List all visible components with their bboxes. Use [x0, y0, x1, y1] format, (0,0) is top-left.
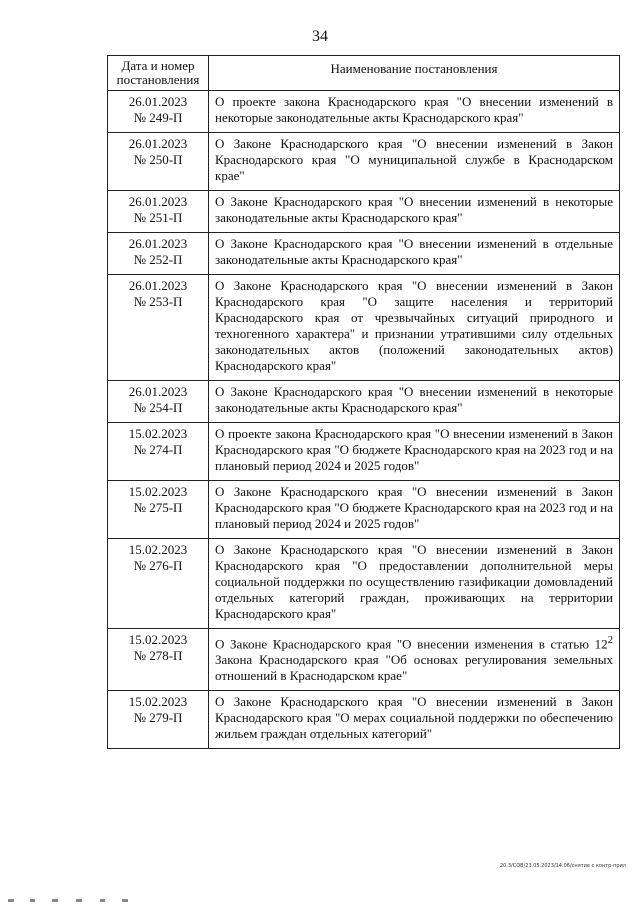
row-number: № 276-П	[133, 558, 183, 573]
scan-edge-marks	[0, 893, 640, 905]
row-title: О Законе Краснодарского края "О внесении изменений в Закон Краснодарского края "О бюджете Краснодарского края на 2023 год и на плановый период 2024 и 2025 годов"	[209, 481, 620, 539]
row-number: № 254-П	[133, 400, 183, 415]
row-date: 15.02.2023	[128, 542, 188, 557]
row-date-cell	[108, 191, 209, 233]
header-date-number: Дата и номер постановления	[108, 56, 209, 91]
row-number: № 249-П	[133, 110, 183, 125]
table-row	[108, 481, 620, 539]
row-number: № 253-П	[133, 294, 183, 309]
row-date-cell	[108, 629, 209, 691]
row-date: 15.02.2023	[128, 426, 188, 441]
row-date-cell	[108, 233, 209, 275]
table-row	[108, 423, 620, 481]
row-number: № 250-П	[133, 152, 183, 167]
row-title: О Законе Краснодарского края "О внесении изменений в некоторые законодательные акты Краснодарского края"	[209, 381, 620, 423]
row-date-cell	[108, 423, 209, 481]
row-date: 15.02.2023	[128, 484, 188, 499]
table-row	[108, 233, 620, 275]
table-row	[108, 539, 620, 629]
row-date-cell	[108, 539, 209, 629]
resolutions-table	[107, 55, 620, 749]
row-title: О Законе Краснодарского края "О внесении изменений в Закон Краснодарского края "О мерах социальной поддержки по обеспечению жильем граждан отдельных категорий"	[209, 691, 620, 749]
table-row	[108, 275, 620, 381]
row-number: № 275-П	[133, 500, 183, 515]
table-header-row	[108, 56, 620, 91]
row-date-cell	[108, 133, 209, 191]
row-date-cell	[108, 381, 209, 423]
row-number: № 251-П	[133, 210, 183, 225]
row-title-part: О Законе Краснодарского края "О внесении изменения в статью 12	[215, 636, 608, 652]
row-date: 15.02.2023	[128, 694, 188, 710]
row-number: № 252-П	[133, 252, 183, 267]
row-title: О Законе Краснодарского края "О внесении изменений в отдельные законодательные акты Краснодарского края"	[209, 233, 620, 275]
row-date: 26.01.2023	[128, 384, 188, 399]
row-title: О Законе Краснодарского края "О внесении изменений в Закон Краснодарского края "О муниципальной службе в Краснодарском крае"	[209, 133, 620, 191]
row-title: О проекте закона Краснодарского края "О внесении изменений в некоторые законодательные акты Краснодарского края"	[209, 91, 620, 133]
footer-code: 20.3/СОВ/23.05.2023/14:06/снятие с контр-прил	[499, 863, 626, 869]
table-row	[108, 691, 620, 749]
table-row	[108, 381, 620, 423]
row-title: О Законе Краснодарского края "О внесении изменений в некоторые законодательные акты Краснодарского края"	[209, 191, 620, 233]
row-date: 26.01.2023	[128, 194, 188, 209]
header-title: Наименование постановления	[209, 56, 620, 91]
row-date: 26.01.2023	[128, 236, 188, 251]
table-row	[108, 91, 620, 133]
row-title: О проекте закона Краснодарского края "О внесении изменений в Закон Краснодарского края "О бюджете Краснодарского края на 2023 год и на плановый период 2024 и 2025 годов"	[209, 423, 620, 481]
row-title: О Законе Краснодарского края "О внесении изменений в Закон Краснодарского края "О защите населения и территорий Краснодарского края от чрезвычайных ситуаций природного и техногенного характера" и признании утратившими силу отдельных законодательных актов (положений законодательных актов) Краснодарского края"	[209, 275, 620, 381]
row-date-cell	[108, 481, 209, 539]
row-number: № 274-П	[133, 442, 183, 457]
row-date: 26.01.2023	[128, 94, 188, 109]
row-number: № 278-П	[133, 648, 183, 663]
row-title	[209, 629, 620, 691]
row-date-cell	[108, 691, 209, 749]
row-title-part: Закона Краснодарского края "Об основах регулирования земельных отношений в Краснодарском крае"	[215, 652, 613, 684]
page-number: 34	[312, 28, 328, 45]
article-superscript: 2	[607, 634, 613, 646]
table-row	[108, 629, 620, 691]
row-number: № 279-П	[133, 710, 183, 726]
row-date-cell	[108, 91, 209, 133]
row-title: О Законе Краснодарского края "О внесении изменений в Закон Краснодарского края "О предоставлении дополнительной меры социальной поддержки по осуществлению газификации домовладений отдельных категорий граждан, проживающих на территории Краснодарского края"	[209, 539, 620, 629]
table-row	[108, 133, 620, 191]
table-row	[108, 191, 620, 233]
row-date-cell	[108, 275, 209, 381]
row-date: 26.01.2023	[128, 136, 188, 151]
row-date: 26.01.2023	[128, 278, 188, 293]
row-date: 15.02.2023	[128, 632, 188, 647]
